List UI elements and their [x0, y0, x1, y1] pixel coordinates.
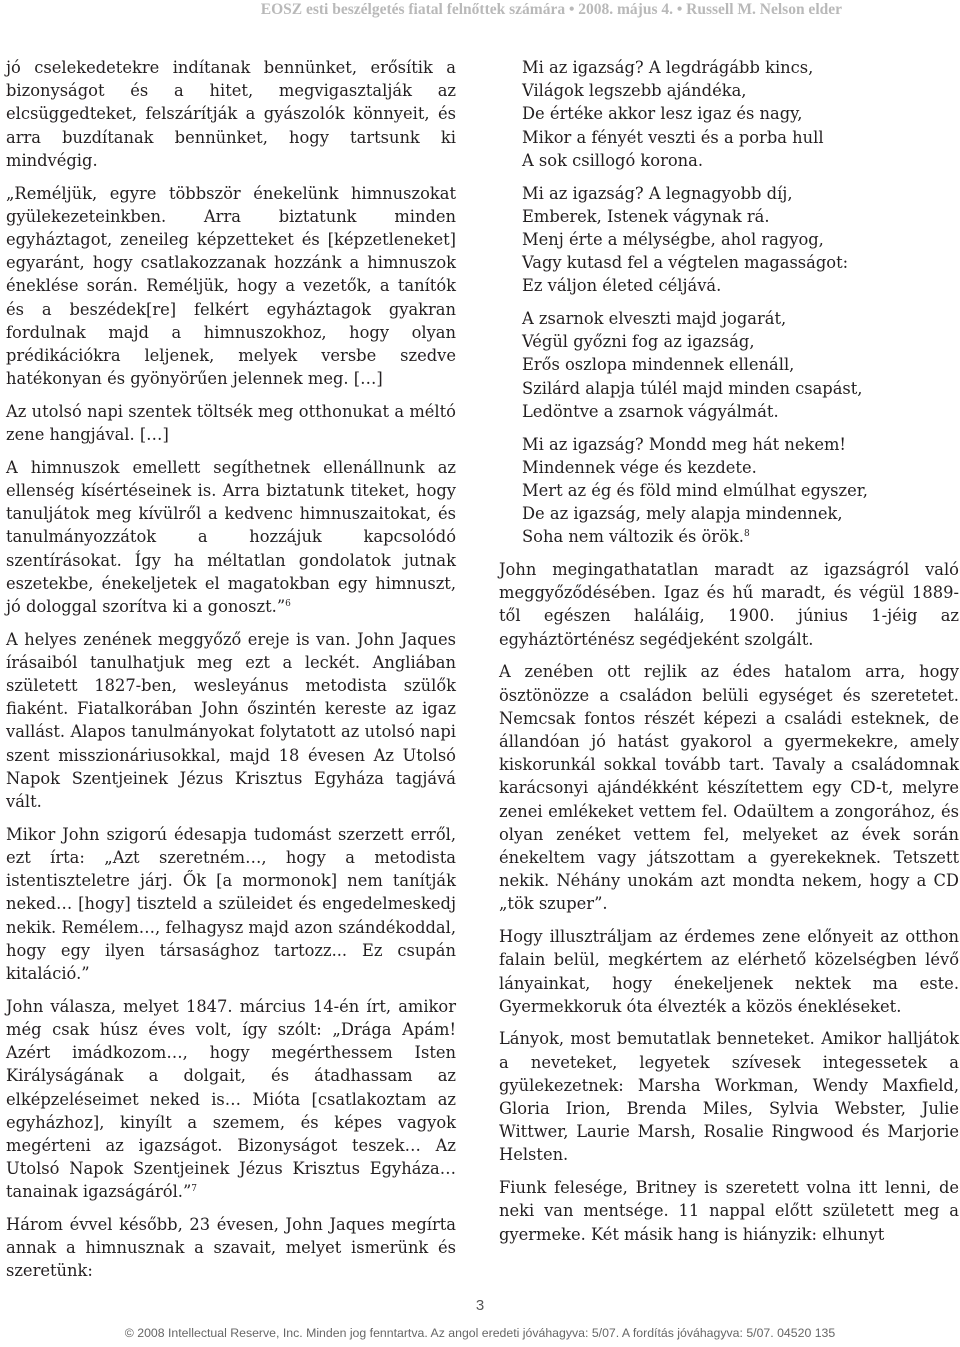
hymn-line: Mert az ég és föld mind elmúlhat egyszer,: [522, 480, 868, 500]
hymn-line: Végül győzni fog az igazság,: [522, 332, 755, 352]
body-paragraph: Fiunk felesége, Britney is szeretett volna itt lenni, de neki van mentsége. 11 nappal előtt született meg a gyermeke. Két másik hang is hiányzik: elhunyt: [499, 1178, 959, 1244]
body-paragraph: [6, 995, 456, 1204]
body-paragraph: Hogy illusztráljam az érdemes zene előnyeit az otthon falain belül, megkértem az elérhető közelségben lévő lányainkat, hogy énekeljenek nektek ma este. Gyermekkoruk óta élvezték a közös énekléseket.: [499, 927, 959, 1016]
copyright-footer: © 2008 Intellectual Reserve, Inc. Minden jog fenntartva. Az angol eredeti jóváhagyva: 5/07. A fordítás jóváhagyva: 5/07. 04520 135: [124, 1326, 836, 1340]
body-paragraph: A zenében ott rejlik az édes hatalom arra, hogy ösztönözze a családon belüli egységet és szeretetet. Nemcsak fontos részét képezi a családi esteknek, de állandóan jó hatást gyakorol a gyermekekre, amely kiskorunkál sokkal tovább tart. Tavaly a családomnak karácsonyi ajándékként készítettem egy CD-t, melyre zenei emlékeket vettem fel. Odaültem a zongorához, és olyan zenéket vettem fel, melyeket az évek során énekeltem vagy játszottam a gyerekeknek. Tetszett nekik. Néhány unokám azt mondta nekem, hogy a CD „tök szuper”.: [499, 662, 959, 914]
hymn-line: Mikor a fényét veszti és a porba hull: [522, 127, 824, 147]
body-paragraph: [6, 456, 456, 618]
hymn-line: Vagy kutasd fel a végtelen magasságot:: [522, 253, 849, 273]
hymn-line: [522, 525, 959, 548]
hymn-line: Szilárd alapja túlél majd minden csapást,: [522, 378, 863, 398]
hymn-line: Erős oszlopa mindennek ellenáll,: [522, 355, 795, 375]
hymn-line: Ez váljon életed céljává.: [522, 276, 722, 296]
hymn-line: Világok legszebb ajándéka,: [522, 81, 747, 101]
hymn-line: Ledöntve a zsarnok vágyálmát.: [522, 401, 779, 421]
running-header: EOSZ esti beszélgetés fiatal felnőttek számára • 2008. május 4. • Russell M. Nelson elder: [260, 1, 842, 18]
hymn-line: Menj érte a mélységbe, ahol ragyog,: [522, 229, 824, 249]
body-paragraph: John megingathatatlan maradt az igazságról való meggyőződésében. Igaz és hű maradt, és végül 1889-től egészen haláláig, 1900. június 1-jéig az egyháztörténész segédjeként szolgált.: [499, 560, 959, 649]
body-paragraph: Az utolsó napi szentek töltsék meg otthonukat a méltó zene hangjával. […]: [6, 401, 456, 445]
hymn-line: Mi az igazság? Mondd meg hát nekem!: [522, 434, 846, 454]
hymn-line: Emberek, Istenek vágynak rá.: [522, 206, 770, 226]
body-paragraph: A helyes zenének meggyőző ereje is van. John Jaques írásaiból tanulhatjuk meg ezt a leckét. Angliában született 1827-ben, wesleyánus metodista szülők fiaként. Fiatalkorában John őszintén kereste az igaz vallást. Alapos tanulmányokat folytatott az utolsó napi szent misszionáriusokkal, majd 18 évesen Az Utolsó Napok Szentjeinek Jézus Krisztus Egyháza tagjává vált.: [6, 629, 456, 812]
hymn-line: A zsarnok elveszti majd jogarát,: [522, 309, 787, 329]
footnote-marker: 7: [191, 1184, 198, 1195]
page-number: 3: [475, 1297, 485, 1314]
footnote-marker: 6: [285, 598, 291, 609]
hymn-line: De értéke akkor lesz igaz és nagy,: [522, 104, 803, 124]
body-paragraph: „Reméljük, egyre többször énekelünk himnuszokat gyülekezeteinkben. Arra biztatunk minden egyháztagot, zeneileg képzetteket és [képzetleneket] egyaránt, hogy csatlakozzanak hozzánk a himnuszok éneklése során. Reméljük, hogy a vezetők, a tanítók és a beszédek[re] felkért egyháztagok gyakran fordulnak majd a himnuszokhoz, hogy olyan prédikációkra leljenek, melyek versbe szedve hatékonyan és gyönyörűen jelennek meg. […]: [6, 183, 456, 389]
body-paragraph: jó cselekedetekre indítanak bennünket, erősítik a bizonyságot és a hitet, megvigasztalják az elcsüggedteket, felszárítják a gyászolók könnyeit, és arra buzdítanak bennünket, hogy tartsunk ki mindvégig.: [6, 58, 456, 170]
paragraph-text: John válasza, melyet 1847. március 14-én írt, amikor még csak húsz éves volt, így szólt: „Drága Apám! Azért imádkozom…, hogy megérthessem Isten Királyságának a dolgait, és átadhassam az elképzeléseimet neked is… Mióta [csatlakoztam az egyházhoz], kinyílt a szemem, és képes vagyok megérteni az igazságot. Bizonyságot teszek… Az Utolsó Napok Szentjeinek Jézus Krisztus Egyháza… tanainak igazságáról.”: [6, 996, 456, 1202]
hymn-stanza: [522, 433, 959, 549]
left-column: [6, 56, 456, 1292]
hymn-stanza: [522, 307, 959, 423]
body-paragraph: Lányok, most bemutatlak benneteket. Amikor halljátok a neveteket, legyetek szívesek integessetek a gyülekezetnek: Marsha Workman, Wendy Maxfield, Gloria Irion, Brenda Miles, Sylvia Webster, Julie Wittwer, Laurie Marsh, Rosalie Ringwood és Marjorie Helsten.: [499, 1029, 959, 1165]
hymn-line-text: Soha nem változik és örök.: [522, 527, 744, 547]
body-paragraph: Három évvel később, 23 évesen, John Jaques megírta annak a himnusznak a szavait, melyet ismerünk és szeretünk:: [6, 1215, 456, 1281]
right-column: [499, 56, 959, 1255]
hymn-stanza: [522, 182, 959, 298]
footnote-marker: 8: [743, 529, 750, 540]
hymn-line: De az igazság, mely alapja mindennek,: [522, 504, 843, 524]
hymn-line: Mi az igazság? A legdrágább kincs,: [522, 58, 814, 77]
hymn-line: A sok csillogó korona.: [522, 150, 704, 170]
hymn-line: Mi az igazság? A legnagyobb díj,: [522, 183, 793, 203]
paragraph-text: A himnuszok emellett segíthetnek ellenállnunk az ellenség kísértéseinek is. Arra biztatunk titeket, hogy tanuljátok meg kívülről a kedvenc himnuszaitokat, és tanulmányozzátok a hozzájuk kapcsolódó szentírásokat. Így ha méltatlan gondolatok jutnak eszetekbe, énekeljetek el magatokban egy himnuszt, jó dologgal szorítva ki a gonoszt.”: [6, 457, 456, 616]
body-paragraph: Mikor John szigorú édesapja tudomást szerzett erről, ezt írta: „Azt szeretném…, hogy a metodista istentiszteletre járj. Ők [a mormonok] nem tanítják neked… [hogy] tiszteld a szüleidet és engedelmeskedj nekik. Remélem…, felhagysz majd azon szándékoddal, hogy egy ilyen társasághoz tartozz... Ez csupán kitaláció.”: [6, 824, 456, 984]
hymn-line: Mindennek vége és kezdete.: [522, 457, 757, 477]
hymn-stanza: [522, 56, 959, 172]
